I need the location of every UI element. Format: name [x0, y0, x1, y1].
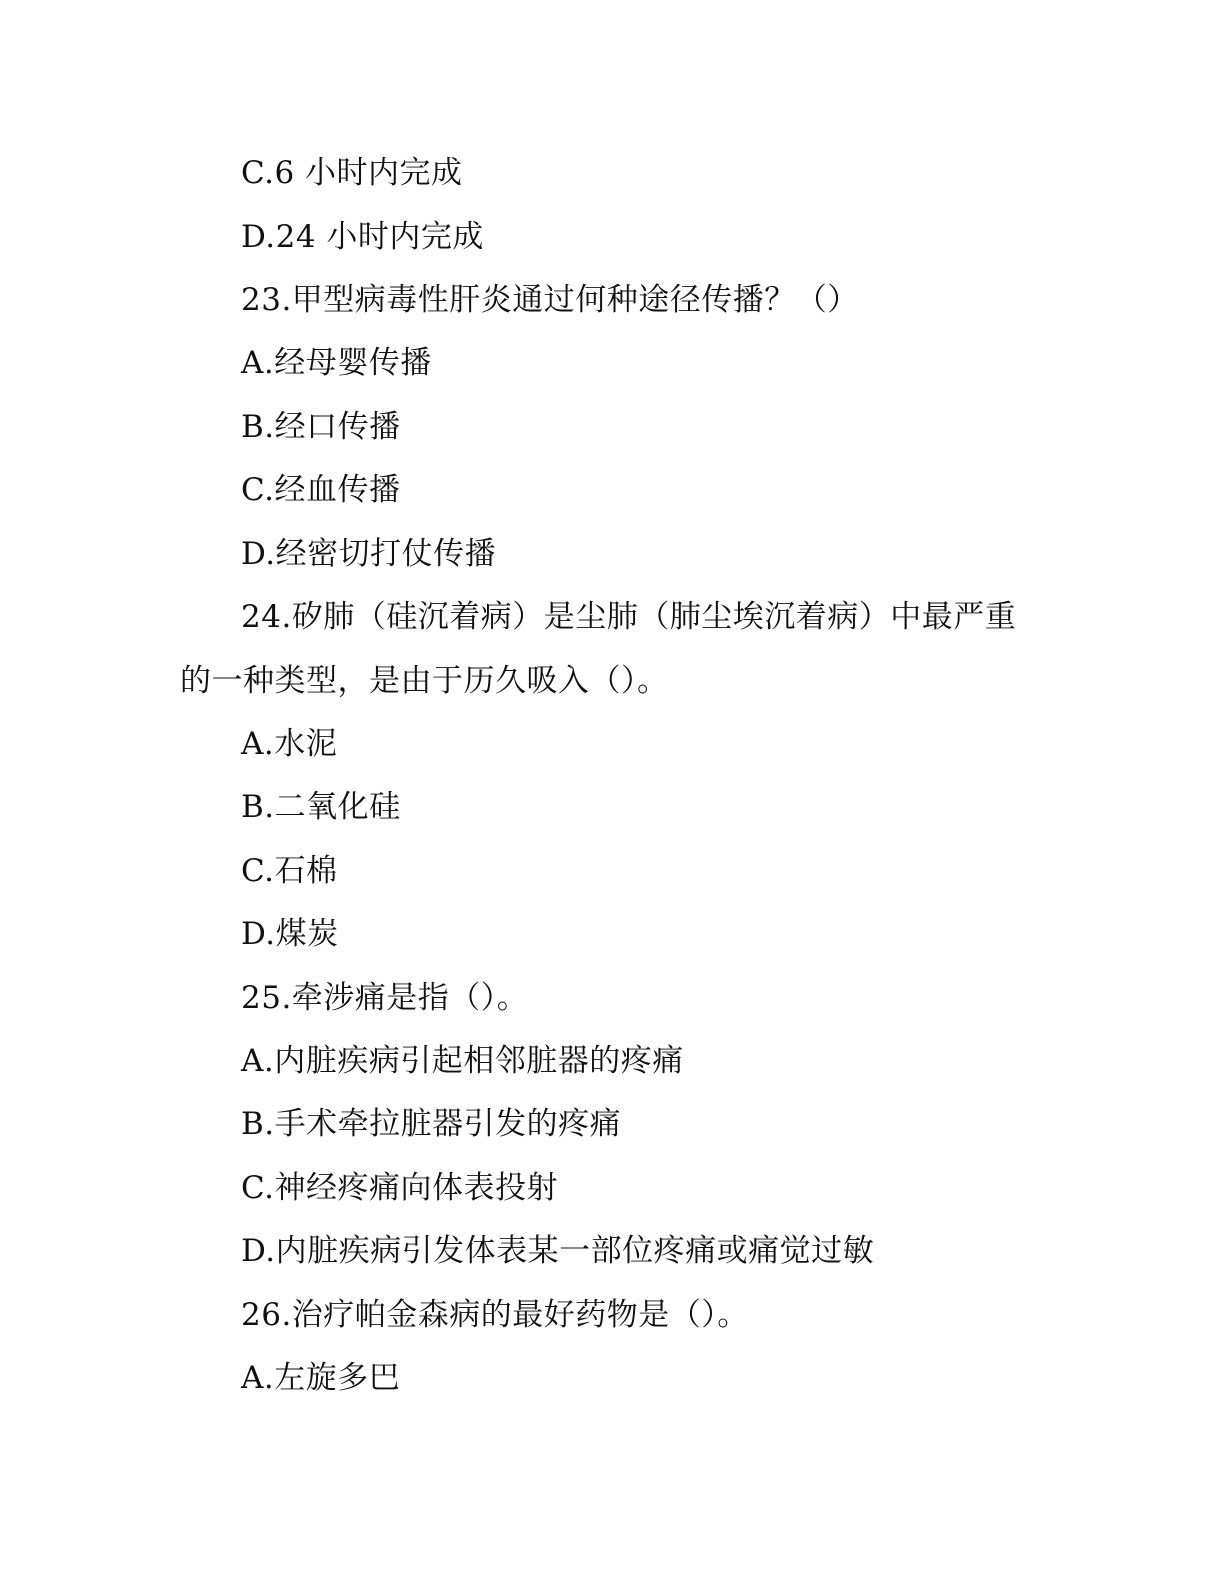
- option-d-q22: D.24 小时内完成: [241, 219, 484, 255]
- question-25: 25.牵涉痛是指（）。: [241, 980, 529, 1016]
- option-b-q25: B.手术牵拉脏器引发的疼痛: [241, 1106, 622, 1142]
- option-d-q25: D.内脏疾病引发体表某一部位疼痛或痛觉过敏: [241, 1233, 875, 1269]
- option-c-q24: C.石棉: [241, 853, 338, 889]
- option-c-q23: C.经血传播: [241, 472, 401, 508]
- option-d-q24: D.煤炭: [241, 916, 339, 952]
- question-26: 26.治疗帕金森病的最好药物是（）。: [241, 1297, 749, 1333]
- option-b-q24: B.二氧化硅: [241, 789, 401, 825]
- option-a-q26: A.左旋多巴: [241, 1360, 401, 1396]
- option-a-q25: A.内脏疾病引起相邻脏器的疼痛: [241, 1043, 684, 1079]
- option-b-q23: B.经口传播: [241, 409, 401, 445]
- option-c-q25: C.神经疼痛向体表投射: [241, 1170, 558, 1206]
- option-d-q23: D.经密切打仗传播: [241, 536, 497, 572]
- option-a-q24: A.水泥: [241, 726, 338, 762]
- question-24-line-2: 的一种类型，是由于历久吸入（）。: [180, 663, 669, 699]
- option-c-q22: C.6 小时内完成: [241, 155, 463, 191]
- option-a-q23: A.经母婴传播: [241, 345, 432, 381]
- question-24-line-1: 24.矽肺（硅沉着病）是尘肺（肺尘埃沉着病）中最严重: [241, 599, 1017, 635]
- question-23: 23.甲型病毒性肝炎通过何种途径传播？（）: [241, 282, 859, 318]
